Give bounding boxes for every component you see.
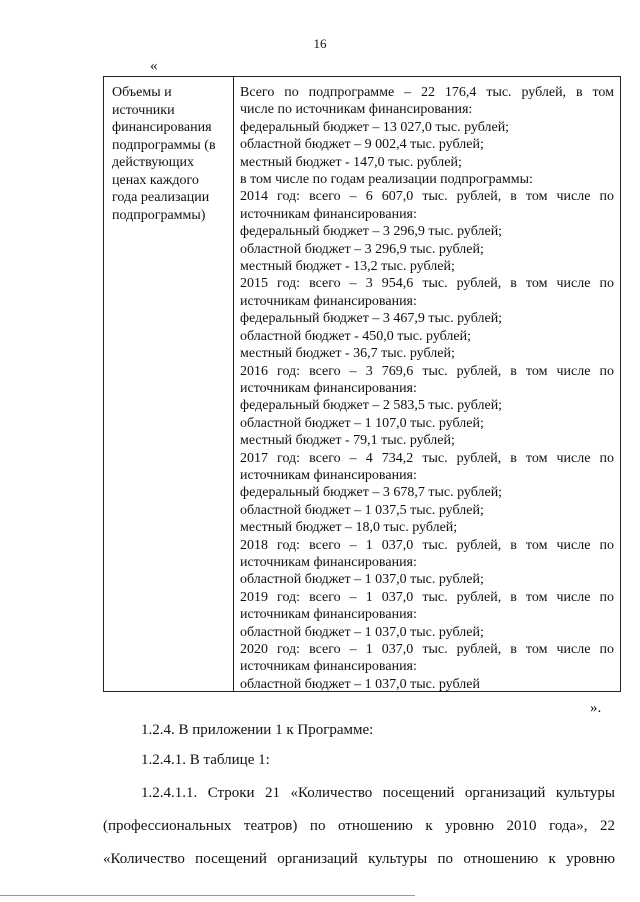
funding-line: источникам финансирования: <box>240 206 417 222</box>
paragraph-1-2-4: 1.2.4. В приложении 1 к Программе: <box>141 722 374 738</box>
funding-line: областной бюджет – 1 037,5 тыс. рублей; <box>240 502 484 518</box>
funding-line: 2017 год: всего – 4 734,2 тыс. рублей, в том числе по <box>240 450 614 466</box>
label-line: ценах каждого <box>112 172 199 188</box>
label-line: действующих <box>112 155 195 170</box>
funding-line: федеральный бюджет – 3 296,9 тыс. рублей; <box>240 224 503 240</box>
funding-line: источникам финансирования: <box>240 467 417 483</box>
funding-line: федеральный бюджет – 2 583,5 тыс. рублей; <box>240 398 503 414</box>
funding-line: местный бюджет - 147,0 тыс. рублей; <box>240 154 462 170</box>
page-number: 16 <box>313 36 327 51</box>
funding-line: в том числе по годам реализации подпрограммы: <box>240 172 533 188</box>
funding-line: местный бюджет – 18,0 тыс. рублей; <box>240 520 458 536</box>
funding-line: числе по источникам финансирования: <box>240 102 473 118</box>
funding-line: областной бюджет – 1 037,0 тыс. рублей <box>240 676 480 692</box>
label-line: года реализации <box>112 190 210 205</box>
funding-table-label-cell <box>104 77 234 691</box>
funding-line: областной бюджет – 9 002,4 тыс. рублей; <box>240 137 484 153</box>
label-line: подпрограммы (в <box>112 137 216 153</box>
funding-line: 2016 год: всего – 3 769,6 тыс. рублей, в том числе по <box>240 363 614 379</box>
funding-line: 2019 год: всего – 1 037,0 тыс. рублей, в том числе по <box>240 589 614 605</box>
funding-line: 2014 год: всего – 6 607,0 тыс. рублей, в том числе по <box>240 189 614 205</box>
label-line: финансирования <box>112 120 212 135</box>
funding-line: источникам финансирования: <box>240 380 417 396</box>
paragraph-1-2-4-1-1-line-3: «Количество посещений организаций культуры по отношению к уровню <box>103 851 615 867</box>
funding-line: источникам финансирования: <box>240 293 417 309</box>
funding-table-value-cell <box>234 77 620 691</box>
footer-rule <box>0 895 415 896</box>
funding-line: местный бюджет - 79,1 тыс. рублей; <box>240 433 455 449</box>
paragraph-1-2-4-1-1-line-1: 1.2.4.1.1. Строки 21 «Количество посещений организаций культуры <box>141 785 615 801</box>
funding-line: областной бюджет – 1 037,0 тыс. рублей; <box>240 572 484 588</box>
paragraph-1-2-4-1: 1.2.4.1. В таблице 1: <box>141 752 270 768</box>
funding-line: Всего по подпрограмме – 22 176,4 тыс. рублей, в том <box>240 85 614 100</box>
funding-line: 2018 год: всего – 1 037,0 тыс. рублей, в том числе по <box>240 537 614 553</box>
funding-line: 2015 год: всего – 3 954,6 тыс. рублей, в том числе по <box>240 276 614 292</box>
funding-line: областной бюджет – 1 037,0 тыс. рублей; <box>240 624 484 640</box>
funding-line: областной бюджет - 450,0 тыс. рублей; <box>240 328 471 344</box>
funding-line: федеральный бюджет – 13 027,0 тыс. рублей; <box>240 119 510 135</box>
funding-line: федеральный бюджет – 3 467,9 тыс. рублей; <box>240 311 503 327</box>
paragraph-1-2-4-1-1-line-2: (профессиональных театров) по отношению к уровню 2010 года», 22 <box>103 818 615 834</box>
funding-line: областной бюджет – 3 296,9 тыс. рублей; <box>240 241 484 257</box>
opening-quote-mark: « <box>150 58 158 74</box>
label-line: подпрограммы) <box>112 207 206 223</box>
funding-line: федеральный бюджет – 3 678,7 тыс. рублей; <box>240 485 503 501</box>
funding-table <box>103 76 621 692</box>
funding-line: источникам финансирования: <box>240 554 417 570</box>
funding-line: областной бюджет – 1 107,0 тыс. рублей; <box>240 415 484 431</box>
funding-line: источникам финансирования: <box>240 607 417 623</box>
label-line: источники <box>112 102 175 118</box>
funding-line: источникам финансирования: <box>240 659 417 675</box>
funding-line: местный бюджет - 36,7 тыс. рублей; <box>240 346 455 362</box>
funding-line: местный бюджет - 13,2 тыс. рублей; <box>240 259 455 275</box>
funding-line: 2020 год: всего – 1 037,0 тыс. рублей, в том числе по <box>240 642 614 657</box>
closing-quote-mark: ». <box>590 700 602 716</box>
label-line: Объемы и <box>112 85 172 100</box>
